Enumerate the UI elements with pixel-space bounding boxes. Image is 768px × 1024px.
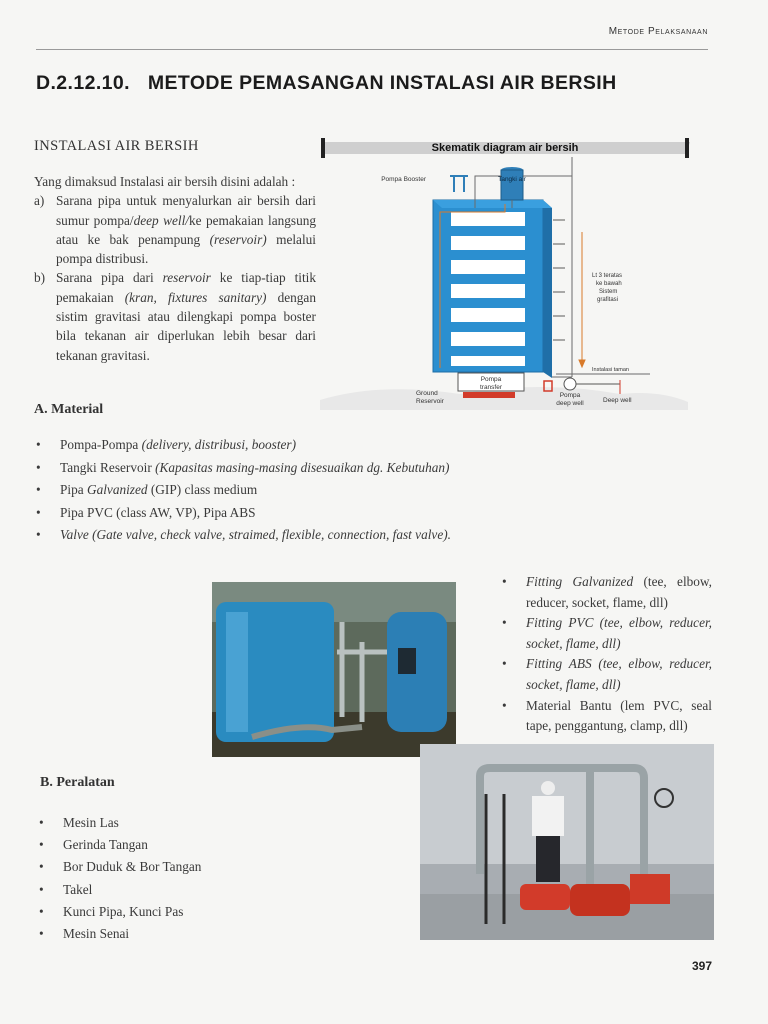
list-item: • Pompa-Pompa (delivery, distribusi, booster): [36, 437, 297, 452]
list-item: • Pipa PVC (class AW, VP), Pipa ABS: [36, 504, 256, 520]
intro-item-b: b) Sarana pipa dari reservoir ke tiap-tiap titik pemakaian (kran, fixtures sanitary) dengan sistim gravitasi atau dilengkapi pompa boster bila tekanan air diperlukan lebih besar dari tekanan gravitasi.: [34, 270, 316, 363]
person: [532, 781, 564, 882]
deep-well-label: Deep well: [603, 397, 632, 404]
svg-text:grafitasi: grafitasi: [597, 297, 619, 303]
list-item: • Valve (Gate valve, check valve, straimed, flexible, connection, fast valve).: [36, 527, 451, 542]
tank-label: Tangki air: [498, 176, 526, 183]
list-item: • Fitting PVC (tee, elbow, reducer, socket, flame, dll): [502, 615, 712, 651]
intro-item-marker: b): [34, 270, 46, 286]
material-heading: A. Material: [34, 402, 104, 417]
list-item: • Mesin Senai: [39, 925, 130, 941]
svg-text:Pompa: Pompa: [559, 392, 581, 399]
intro-block: [34, 172, 316, 365]
section-title: INSTALASI AIR BERSIH: [34, 138, 199, 154]
garden-label: Instalasi taman: [592, 367, 629, 373]
list-item: • Material Bantu (lem PVC, seal tape, penggantung, clamp, dll): [502, 697, 712, 734]
material-list: [34, 437, 654, 550]
peralatan-heading: B. Peralatan: [40, 775, 115, 790]
chapter-number: D.2.12.10.: [36, 72, 130, 94]
photo-pump-installation: [420, 744, 714, 940]
header-rule: [36, 49, 708, 50]
water-schematic-diagram: [320, 132, 690, 410]
booster-pumps: [450, 176, 468, 192]
water-tank: [501, 170, 523, 200]
svg-text:Lt 3 teratas: Lt 3 teratas: [592, 273, 623, 279]
svg-text:Reservoir: Reservoir: [416, 398, 444, 405]
list-item: • Gerinda Tangan: [39, 837, 148, 853]
svg-text:Sistem: Sistem: [599, 289, 618, 295]
svg-text:transfer: transfer: [479, 384, 503, 391]
svg-text:deep well: deep well: [556, 400, 584, 407]
list-item: • Fitting Galvanized (tee, elbow, reducer, socket, flame, dll): [502, 574, 712, 610]
ground-reservoir-label: Ground: [416, 390, 438, 397]
list-item: • Mesin Las: [39, 815, 119, 830]
page-number: 397: [691, 959, 712, 973]
chapter-title: [36, 72, 617, 95]
svg-text:ke bawah: ke bawah: [596, 281, 622, 287]
intro-item-a: a) Sarana pipa untuk menyalurkan air bersih dari sumur pompa/deep well/ke pemakaian langsung atau ke bak penampung (reservoir) melalui pompa distribusi.: [34, 193, 317, 267]
supply-arrows: [553, 220, 565, 340]
list-item: • Fitting ABS (tee, elbow, reducer, socket, flame, dll): [502, 656, 712, 692]
chapter-title-text: METODE PEMASANGAN INSTALASI AIR BERSIH: [147, 72, 617, 94]
list-item: • Tangki Reservoir (Kapasitas masing-masing disesuaikan dg. Kebutuhan): [36, 459, 450, 475]
peralatan-list: [37, 815, 337, 948]
running-head: Metode Pelaksanaan: [608, 26, 708, 37]
list-item: • Kunci Pipa, Kunci Pas: [39, 903, 184, 919]
intro-item-marker: a): [34, 193, 45, 209]
intro-lead: Yang dimaksud Instalasi air bersih disini adalah :: [34, 174, 296, 189]
list-item: • Bor Duduk & Bor Tangan: [39, 859, 202, 875]
list-item: • Pipa Galvanized (GIP) class medium: [36, 482, 258, 497]
deep-well-pump-icon: [564, 378, 576, 390]
photo-water-tanks: [212, 582, 456, 757]
blue-tank: [387, 612, 447, 732]
svg-text:Pompa: Pompa: [480, 376, 502, 383]
list-item: • Takel: [39, 881, 93, 897]
booster-label: Pompa Booster: [381, 176, 426, 183]
diagram-title: Skematik diagram air bersih: [431, 142, 579, 154]
fitting-list: [500, 572, 712, 737]
